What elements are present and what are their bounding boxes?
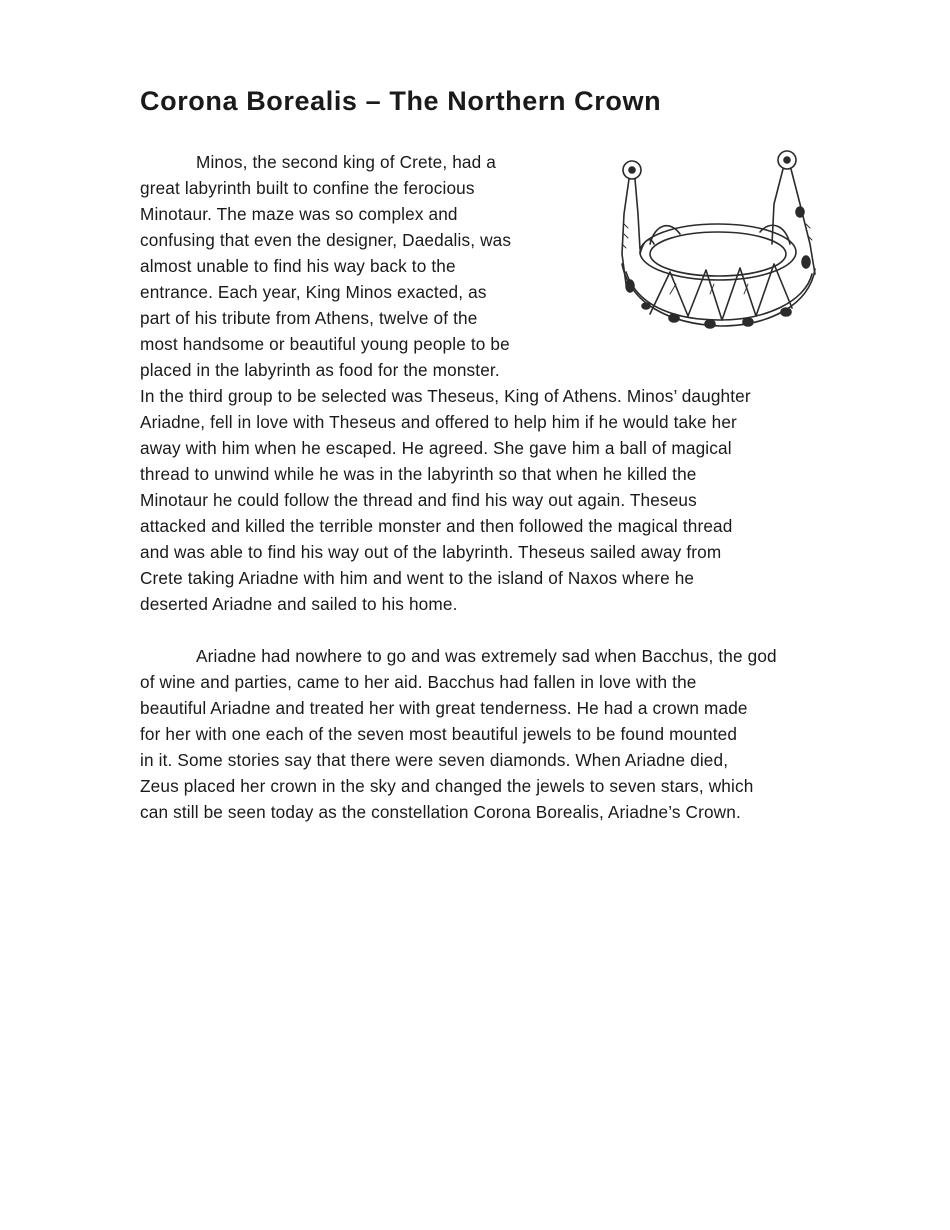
text-line: away with him when he escaped. He agreed. She gave him a ball of magical bbox=[140, 438, 732, 458]
text-line: Ariadne, fell in love with Theseus and offered to help him if he would take her bbox=[140, 412, 737, 432]
text-line: entrance. Each year, King Minos exacted, as bbox=[140, 282, 487, 302]
text-line: placed in the labyrinth as food for the monster. bbox=[140, 360, 500, 380]
text-line: most handsome or beautiful young people to be bbox=[140, 334, 510, 354]
text-line: deserted Ariadne and sailed to his home. bbox=[140, 594, 458, 614]
text-line: part of his tribute from Athens, twelve of the bbox=[140, 308, 478, 328]
text-line: Zeus placed her crown in the sky and changed the jewels to seven stars, which bbox=[140, 776, 754, 796]
text-line: Ariadne had nowhere to go and was extremely sad when Bacchus, the god bbox=[196, 646, 777, 666]
text-line: of wine and parties, came to her aid. Bacchus had fallen in love with the bbox=[140, 672, 697, 692]
text-line: Crete taking Ariadne with him and went to the island of Naxos where he bbox=[140, 568, 695, 588]
text-line: can still be seen today as the constellation Corona Borealis, Ariadne’s Crown. bbox=[140, 802, 741, 822]
text-line: in it. Some stories say that there were seven diamonds. When Ariadne died, bbox=[140, 750, 729, 770]
text-line: Minotaur he could follow the thread and find his way out again. Theseus bbox=[140, 490, 697, 510]
text-line: In the third group to be selected was Theseus, King of Athens. Minos’ daughter bbox=[140, 386, 751, 406]
page-title: Corona Borealis – The Northern Crown bbox=[140, 86, 662, 116]
text-line: great labyrinth built to confine the ferocious bbox=[140, 178, 475, 198]
text-line: beautiful Ariadne and treated her with great tenderness. He had a crown made bbox=[140, 698, 748, 718]
text-line: attacked and killed the terrible monster and then followed the magical thread bbox=[140, 516, 733, 536]
text-line: and was able to find his way out of the labyrinth. Theseus sailed away from bbox=[140, 542, 722, 562]
text-line: thread to unwind while he was in the labyrinth so that when he killed the bbox=[140, 464, 697, 484]
paragraph-1 bbox=[140, 149, 840, 617]
text-line: confusing that even the designer, Daedalis, was bbox=[140, 230, 512, 250]
text-line: almost unable to find his way back to the bbox=[140, 256, 456, 276]
paragraph-2 bbox=[140, 643, 840, 825]
text-line: Minotaur. The maze was so complex and bbox=[140, 204, 458, 224]
text-line: Minos, the second king of Crete, had a bbox=[196, 152, 496, 172]
text-line: for her with one each of the seven most beautiful jewels to be found mounted bbox=[140, 724, 738, 744]
